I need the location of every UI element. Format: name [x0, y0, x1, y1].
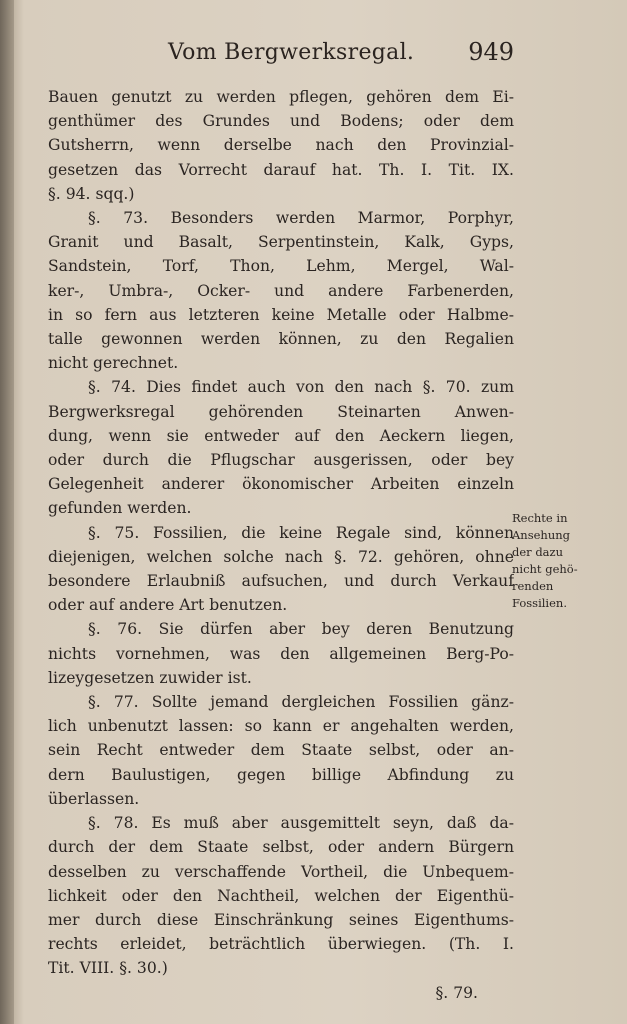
text-line: durch der dem Staate selbst, oder andern Bürgern: [48, 838, 514, 857]
text-line: nicht gerechnet.: [48, 354, 179, 373]
text-line: überlassen.: [48, 789, 140, 808]
page-binding-edge: [0, 0, 14, 1024]
text-line: §. 94. sqq.): [48, 184, 135, 203]
text-line: ker-, Umbra-, Ocker- und andere Farbenerden,: [48, 281, 514, 300]
text-line: §. 73. Besonders werden Marmor, Porphyr,: [88, 209, 514, 228]
text-line: §. 78. Es muß aber ausgemittelt seyn, daß da-: [88, 814, 514, 833]
text-line: nichts vornehmen, was den allgemeinen Berg-Po-: [48, 644, 514, 663]
text-line: besondere Erlaubniß aufsuchen, und durch Verkauf: [48, 572, 514, 591]
text-line: Bergwerksregal gehörenden Steinarten Anwen-: [48, 402, 514, 421]
text-line: talle gewonnen werden können, zu den Regalien: [48, 330, 514, 349]
marginal-note-line: nicht gehö-: [512, 562, 578, 576]
body-text: [48, 85, 514, 1005]
text-line: §. 75. Fossilien, die keine Regale sind, können: [88, 523, 514, 542]
text-line: dern Baulustigen, gegen billige Abfindung zu: [48, 765, 514, 784]
text-line: lizeygesetzen zuwider ist.: [48, 668, 252, 687]
text-line: gesetzen das Vorrecht darauf hat. Th. I. Tit. IX.: [48, 160, 514, 179]
text-line: oder auf andere Art benutzen.: [48, 596, 288, 615]
text-line: mer durch diese Einschränkung seines Eigenthums-: [48, 910, 514, 929]
text-line: desselben zu verschaffende Vortheil, die Unbequem-: [48, 862, 514, 881]
text-line: oder durch die Pflugschar ausgerissen, oder bey: [48, 451, 514, 470]
marginal-note: [512, 510, 592, 612]
text-line: Sandstein, Torf, Thon, Lehm, Mergel, Wal-: [48, 257, 514, 276]
text-line: §. 76. Sie dürfen aber bey deren Benutzung: [88, 620, 514, 639]
marginal-note-line: der dazu: [512, 545, 564, 559]
page-number: 949: [468, 38, 514, 66]
text-line: lichkeit oder den Nachtheil, welchen der Eigenthü-: [48, 886, 514, 905]
text-line: gefunden werden.: [48, 499, 192, 518]
running-title: Vom Bergwerksregal.: [168, 40, 415, 65]
text-line: sein Recht entweder dem Staate selbst, oder an-: [48, 741, 514, 760]
text-line: Bauen genutzt zu werden pflegen, gehören dem Ei-: [48, 88, 514, 106]
text-line: dung, wenn sie entweder auf den Aeckern liegen,: [48, 426, 514, 445]
marginal-note-line: Fossilien.: [512, 596, 567, 610]
marginal-note-line: Rechte in: [512, 511, 568, 525]
text-line: Tit. VIII. §. 30.): [48, 959, 168, 978]
text-line: Gelegenheit anderer ökonomischer Arbeiten einzeln: [48, 475, 514, 494]
marginal-note-line: Ansehung: [512, 528, 570, 542]
text-line: lich unbenutzt lassen: so kann er angehalten werden,: [48, 717, 514, 736]
text-line: Gutsherrn, wenn derselbe nach den Provinzial-: [48, 136, 514, 155]
text-line: §. 77. Sollte jemand dergleichen Fossilien gänz-: [88, 693, 514, 712]
text-line: §. 79.: [435, 983, 478, 1002]
text-line: genthümer des Grundes und Bodens; oder dem: [48, 112, 514, 131]
text-line: Granit und Basalt, Serpentinstein, Kalk, Gyps,: [48, 233, 514, 252]
text-line: diejenigen, welchen solche nach §. 72. gehören, ohne: [48, 547, 514, 566]
text-line: §. 74. Dies findet auch von den nach §. 70. zum: [88, 378, 514, 397]
page-header: [48, 34, 514, 74]
text-line: in so fern aus letzteren keine Metalle oder Halbme-: [48, 305, 514, 324]
marginal-note-line: renden: [512, 579, 554, 593]
text-line: rechts erleidet, beträchtlich überwiegen. (Th. I.: [48, 935, 514, 954]
